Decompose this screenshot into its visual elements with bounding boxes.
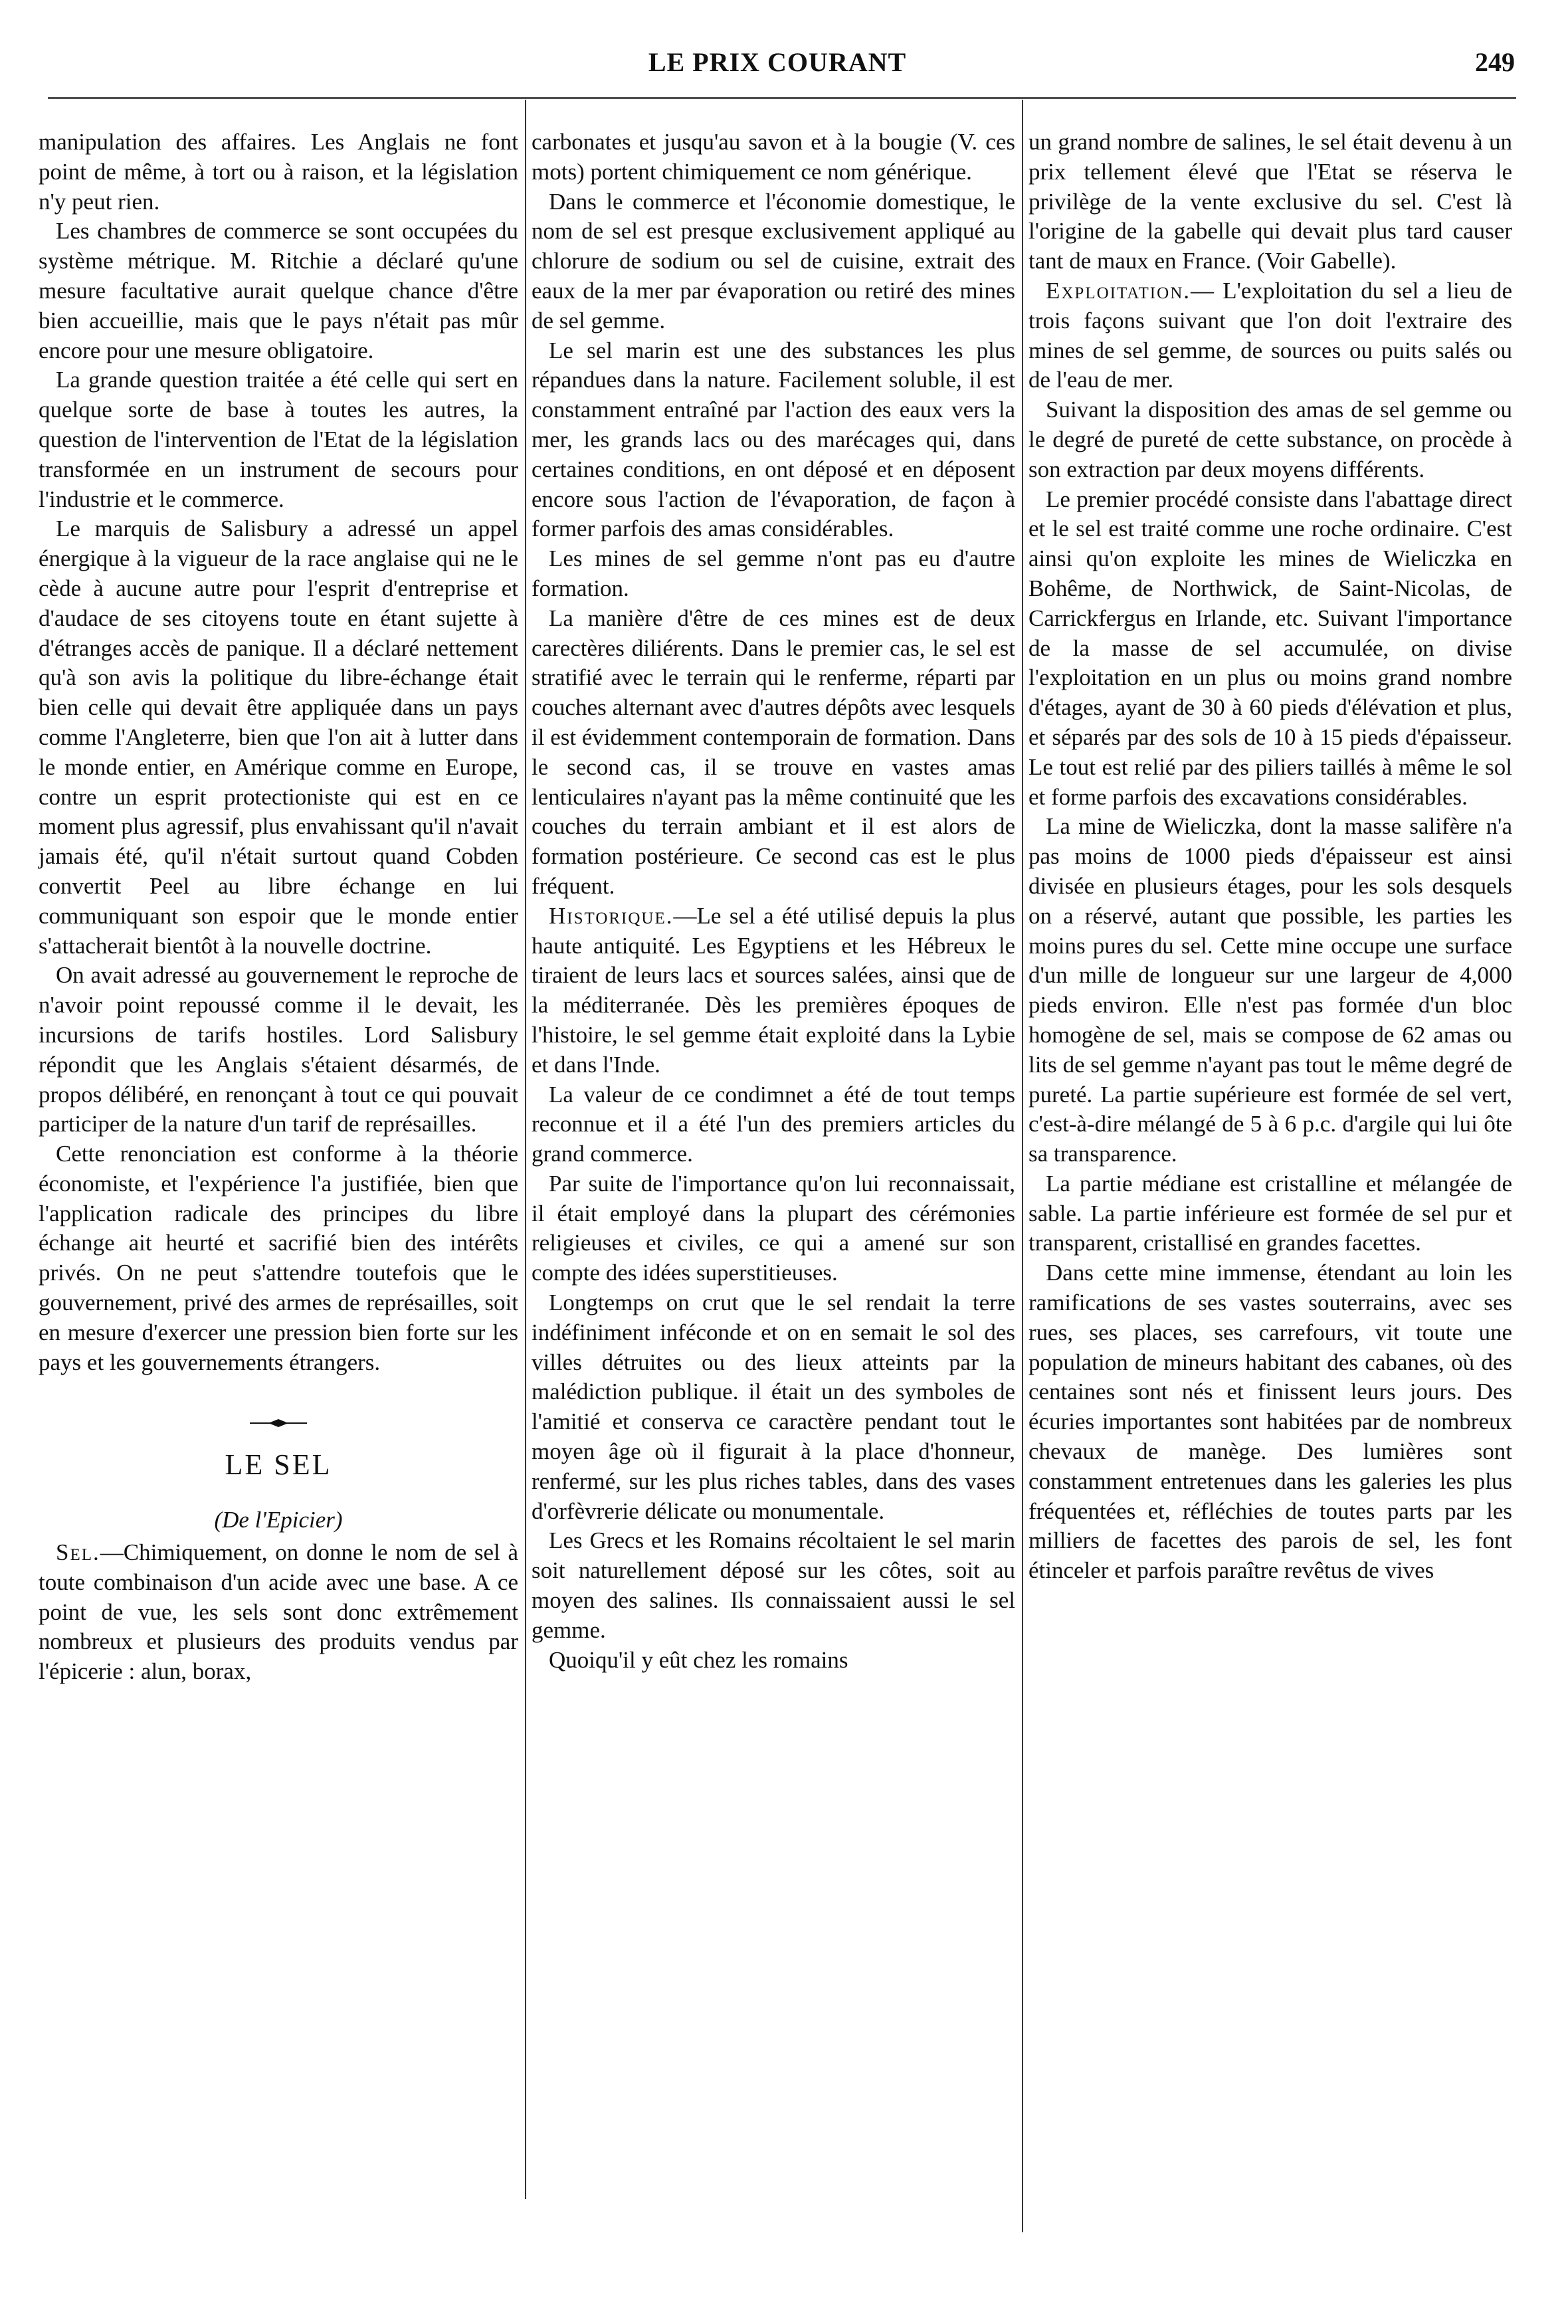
column-1 [39,128,518,1687]
paragraph-text: — L'exploitation du sel a lieu de trois façons suivant que l'on doit l'extraire des mines de sel gemme, de sources ou puits salés ou de l'eau de mer. [1029,277,1512,393]
paragraph: La grande question traitée a été celle qui sert en quelque sorte de base à toutes les autres, la question de l'intervention de l'Etat de la législation transformée en un instrument de secours pour l'industrie et le commerce. [39,367,518,512]
paragraph: Dans cette mine immense, étendant au loin les ramifications de ses vastes souterrains, avec ses rues, ses places, ses carrefours, vit toute une population de mineurs habitant des cabanes, où des centaines sont nés et finissent leurs jours. Des écuries importantes sont habitées par de nombreux chevaux de manège. Des lumières sont constamment entretenues dans les galeries les plus fréquentées et, réfléchies de toutes parts par les milliers de facettes des parois de sel, les font étinceler et parfois paraître revêtus de vives [1029,1260,1512,1584]
paragraph: La valeur de ce condimnet a été de tout temps reconnue et il a été l'un des premiers articles du grand commerce. [532,1081,1015,1167]
entry-lead: Exploitation. [1046,277,1191,304]
section-source: (De l'Epicier) [214,1507,343,1533]
paragraph: Le sel marin est une des substances les plus répandues dans la nature. Facilement soluble, il est constamment entraîné par l'action des eaux vers la mer, les grands lacs ou des marécages qui, dans certaines conditions, en ont déposé et en déposent encore sous l'action de l'évaporation, de façon à former parfois des amas considérables. [532,337,1015,542]
header-rule [48,97,1516,99]
paragraph: un grand nombre de salines, le sel était devenu à un prix tellement élevé que l'Etat se réserva le privilège de la vente exclusive du sel. C'est là l'origine de la gabelle qui devait plus tard causer tant de maux en France. (Voir Gabelle). [1029,129,1512,274]
paragraph: Par suite de l'importance qu'on lui reconnaissait, il était employé dans la plupart des cérémonies religieuses et civiles, ce qui a amené sur son compte des idées superstitieuses. [532,1170,1015,1286]
paragraph: La mine de Wieliczka, dont la masse salifère n'a pas moins de 1000 pieds d'épaisseur est ainsi divisée en plusieurs étages, pour les sols desquels on a réservé, autant que possible, les parties les moins pures du sel. Cette mine occupe une surface d'un mille de longueur sur une largeur de 4,000 pieds environ. Elle n'est pas formée d'un bloc homogène de sel, mais se compose de 62 amas ou lits de sel gemme n'ayant pas tout le même degré de pureté. La partie supérieure est formée de sel vert, c'est-à-dire mélangé de 5 à 6 p.c. d'argile qui lui ôte sa transparence. [1029,813,1512,1167]
column-divider-1 [525,100,526,2199]
journal-title: LE PRIX COURANT [648,47,907,77]
paragraph: Dans le commerce et l'économie domestique, le nom de sel est presque exclusivement appliqué au chlorure de sodium ou sel de cuisine, extrait des eaux de la mer par évaporation ou retiré des mines de sel gemme. [532,188,1015,334]
column-2 [532,128,1015,1675]
paragraph: Longtemps on crut que le sel rendait la terre indéfiniment inféconde et on en semait le sol des villes détruites ou des lieux atteints par la malédiction publique. il était un des symboles de l'amitié et conserva ce caractère pendant tout le moyen âge où il figurait à la place d'honneur, renfermé, sur les plus riches tables, dans des vases d'orfèvrerie délicate ou monumentale. [532,1290,1015,1524]
paragraph: Le marquis de Salisbury a adressé un appel énergique à la vigueur de la race anglaise qui ne le cède à aucune autre pour l'esprit d'entreprise et d'audace de ses citoyens toute en étant sujette à d'étranges accès de panique. Il a déclaré nettement qu'à son avis la politique du libre-échange était bien celle qui devait être appliquée dans un pays comme l'Angleterre, bien que l'on ait à lutter dans le monde entier, en Amérique comme en Europe, contre un esprit protectioniste qui est en ce moment plus agressif, plus envahissant qu'il n'avait jamais été, qu'il n'était surtout quand Cobden convertit Peel au libre échange en lui communiquant son espoir que le monde entier s'attacherait bientôt à la nouvelle doctrine. [39,516,518,959]
paragraph-text: —Chimiquement, on donne le nom de sel à toute combinaison d'un acide avec une base. A ce point de vue, les sels sont donc extrêmement nombreux et plusieurs des produits vendus par l'épicerie : alun, borax, [39,1539,518,1685]
paragraph: On avait adressé au gouvernement le reproche de n'avoir point repoussé comme il le devait, les incursions de tarifs hostiles. Lord Salisbury répondit que les Anglais s'étaient désarmés, de propos délibéré, en renonçant à tout ce qui pouvait participer de la nature d'un tarif de représailles. [39,962,518,1137]
paragraph: Les Grecs et les Romains récoltaient le sel marin soit naturellement déposé sur les côtes, soit au moyen des salines. Ils connaissaient aussi le sel gemme. [532,1527,1015,1643]
paragraph: Cette renonciation est conforme à la théorie économiste, et l'expérience l'a justifiée, bien que l'application radicale des principes du libre échange ait heurté et sacrifié bien des intérêts privés. On ne peut s'attendre toutefois que le gouvernement, privé des armes de représailles, soit en mesure d'exercer une pression bien forte sur les pays et les gouvernements étrangers. [39,1141,518,1375]
paragraph: La manière d'être de ces mines est de deux carectères diliérents. Dans le premier cas, le sel est stratifié avec le terrain qui le renferme, réparti par couches alternant avec d'autres dépôts avec lesquels il est évidemment contemporain de formation. Dans le second cas, il se trouve en vastes amas lenticulaires n'ayant pas la même continuité que les couches du terrain ambiant et il est alors de formation postérieure. Ce second cas est le plus fréquent. [532,605,1015,899]
section-title: LE SEL [225,1448,332,1482]
paragraph: Les mines de sel gemme n'ont pas eu d'autre formation. [532,545,1015,601]
paragraph: Quoiqu'il y eût chez les romains [549,1646,848,1673]
paragraph: Le premier procédé consiste dans l'abattage direct et le sel est traité comme une roche ordinaire. C'est ainsi qu'on exploite les mines de Wieliczka en Bohême, de Northwick, de Saint-Nicolas, de Carrickfergus en Irlande, etc. Suivant l'importance de la masse de sel accumulée, on divise l'exploitation en un plus ou moins grand nombre d'étages, ayant de 30 à 60 pieds d'élévation et plus, et séparés par des sols de 10 à 15 pieds d'épaisseur. Le tout est relié par des piliers taillés à même le sol et forme parfois des excavations considérables. [1029,486,1512,810]
paragraph: carbonates et jusqu'au savon et à la bougie (V. ces mots) portent chimiquement ce nom générique. [532,129,1015,185]
paragraph: Suivant la disposition des amas de sel gemme ou le degré de pureté de cette substance, on procède à son extraction par deux moyens différents. [1029,397,1512,482]
column-3 [1029,128,1512,1586]
paragraph: Les chambres de commerce se sont occupées du système métrique. M. Ritchie a déclaré qu'une mesure facultative aurait quelque chance d'être bien accueillie, mais que le pays n'était pas mûr encore pour une mesure obligatoire. [39,218,518,363]
entry-lead: Sel. [56,1539,100,1566]
column-divider-2 [1022,100,1023,2232]
page-number: 249 [1475,47,1515,77]
paragraph: La partie médiane est cristalline et mélangée de sable. La partie inférieure est formée de sel pur et transparent, cristallisé en grandes facettes. [1029,1170,1512,1256]
page-header [40,41,1515,88]
paragraph: manipulation des affaires. Les Anglais ne font point de même, à tort ou à raison, et la législation n'y peut rien. [39,129,518,215]
paragraph-text: —Le sel a été utilisé depuis la plus haute antiquité. Les Egyptiens et les Hébreux le tiraient de leurs lacs et sources salées, ainsi que de la méditerranée. Dès les premières époques de l'histoire, le sel gemme était exploité dans la Lybie et dans l'Inde. [532,902,1015,1078]
section-ornament [39,1408,518,1428]
entry-lead: Historique. [549,902,674,929]
